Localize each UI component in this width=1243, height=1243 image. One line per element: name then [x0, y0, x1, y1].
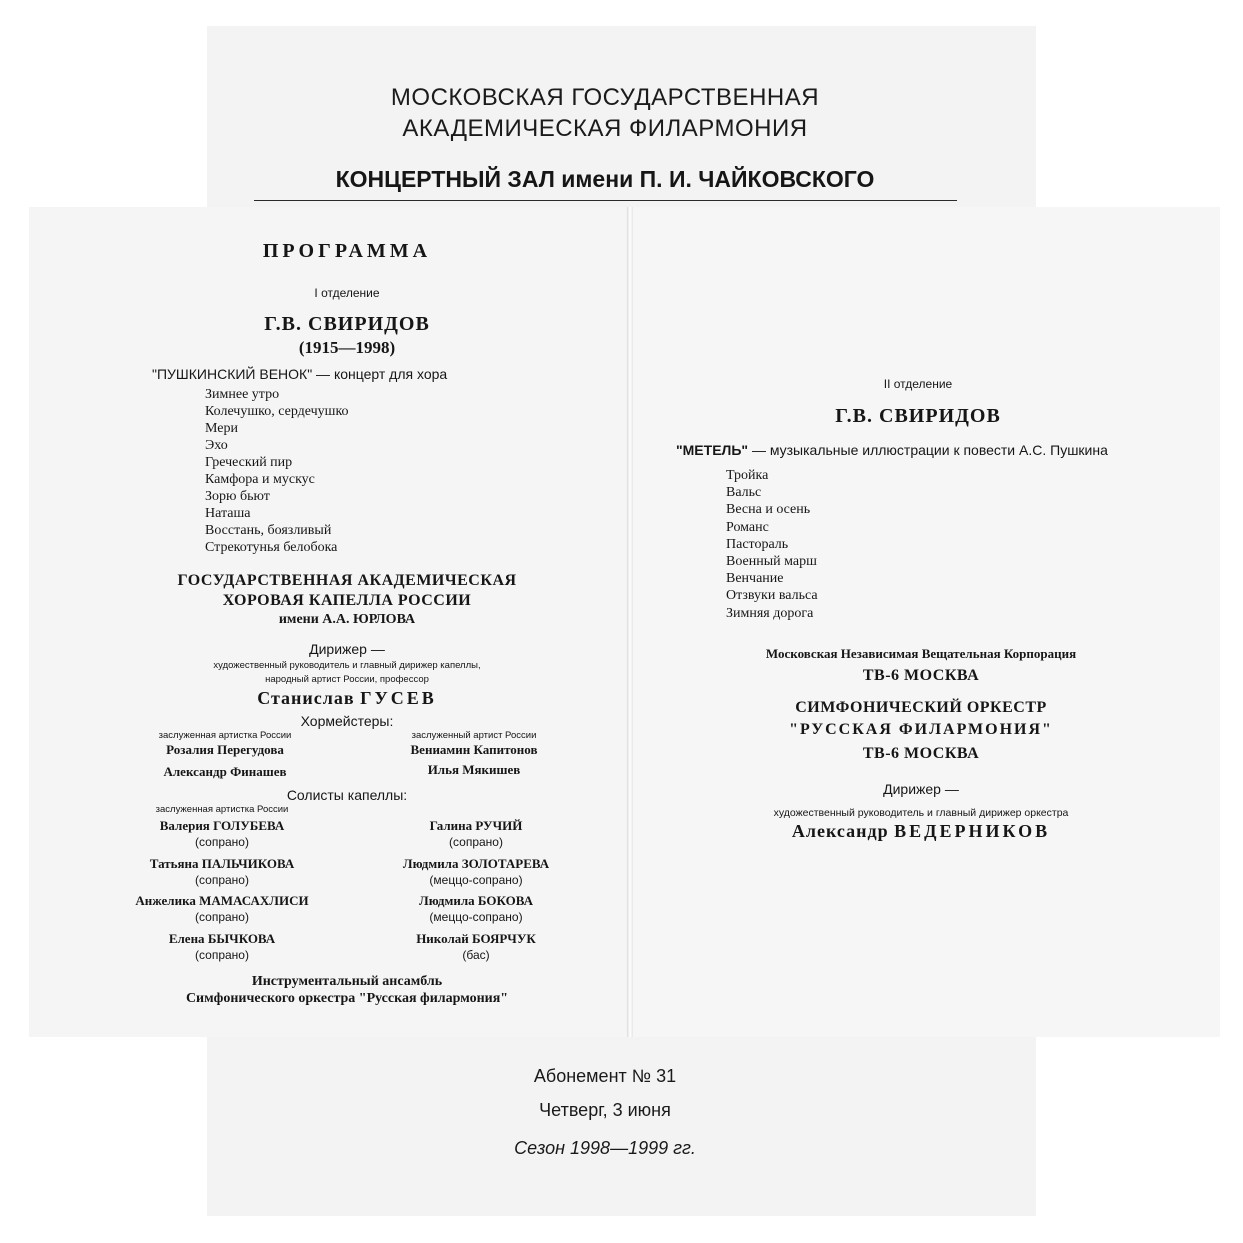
header-rule: [254, 200, 957, 201]
conductor-title-line2: народный артист России, профессор: [265, 674, 429, 685]
soloist-first-name: Анжелика: [135, 893, 200, 908]
soloist-voice: (сопрано): [195, 947, 249, 962]
choirmaster-title-right: заслуженный артист России: [411, 730, 537, 741]
choir-name-line3: имени А.А. ЮРЛОВА: [278, 612, 416, 627]
movement-item: Военный марш: [726, 554, 817, 569]
soloist-name: [416, 931, 536, 947]
soloist-first-name: Людмила: [419, 893, 478, 908]
soloist-last-name: БОКОВА: [477, 893, 533, 908]
soloist-first-name: Галина: [429, 818, 476, 833]
soloist-voice: (бас): [462, 947, 490, 962]
movement-item: Зорю бьют: [205, 489, 270, 504]
soloist-name: [135, 893, 308, 909]
choirmaster-name: Вениамин Капитонов: [410, 742, 538, 757]
soloist-last-name: ПАЛЬЧИКОВА: [201, 855, 295, 871]
movement-item: Отзвуки вальса: [726, 588, 818, 604]
hall-name: КОНЦЕРТНЫЙ ЗАЛ имени П. И. ЧАЙКОВСКОГО: [335, 166, 875, 192]
soloist-name: [150, 856, 294, 872]
soloist-name: [430, 818, 523, 834]
soloist-first-name: Людмила: [402, 855, 462, 871]
program-title: ПРОГРАММА: [262, 240, 432, 262]
soloist-first-name: Татьяна: [149, 855, 202, 871]
concert-date: Четверг, 3 июня: [539, 1100, 671, 1120]
subscription-number: Абонемент № 31: [533, 1066, 677, 1086]
broadcaster-name: Московская Независимая Вещательная Корпорация: [765, 646, 1077, 661]
choirmaster-title-left: заслуженная артистка России: [158, 730, 292, 741]
movement-item: Камфора и мускус: [205, 472, 315, 487]
soloist-title: заслуженная артистка России: [155, 804, 289, 815]
instrumental-ensemble-line1: Инструментальный ансамбль: [251, 974, 443, 989]
concert-season: Сезон 1998—1999 гг.: [514, 1138, 696, 1158]
composer-name-2: Г.В. СВИРИДОВ: [835, 405, 1001, 427]
soloist-voice: (меццо-сопрано): [429, 872, 523, 887]
part-one-label: I отделение: [314, 286, 380, 300]
movement-item: Восстань, боязливый: [205, 523, 332, 538]
movement-item: Пастораль: [726, 536, 789, 552]
soloist-name: [419, 893, 533, 909]
soloist-voice: (меццо-сопрано): [429, 910, 523, 924]
movement-item: Венчание: [726, 571, 784, 587]
movement-item: Эхо: [205, 438, 228, 453]
soloist-last-name: МАМАСАХЛИСИ: [199, 893, 309, 908]
soloist-last-name: БЫЧКОВА: [207, 930, 276, 946]
soloist-last-name: ГОЛУБЕВА: [213, 818, 285, 833]
movement-item: Вальс: [726, 485, 762, 501]
org-name-line1: МОСКОВСКАЯ ГОСУДАРСТВЕННАЯ: [390, 84, 820, 111]
choirmasters-label: Хормейстеры:: [300, 713, 394, 729]
conductor-first-name-2: Александр: [791, 821, 895, 841]
conductor-last-name-2: ВЕДЕРНИКОВ: [894, 821, 1051, 841]
conductor-name-2: [792, 821, 1050, 842]
soloist-first-name: Николай: [416, 930, 472, 946]
movement-item: Романс: [726, 519, 769, 535]
soloist-name: [169, 931, 275, 947]
soloist-first-name: Елена: [168, 930, 208, 946]
choirmaster-name: Александр Финашев: [163, 764, 287, 779]
instrumental-ensemble-line2: Симфонического оркестра "Русская филармония": [185, 991, 509, 1006]
soloist-name: [160, 818, 285, 834]
soloist-last-name: РУЧИЙ: [475, 818, 523, 833]
choirmaster-name: Илья Мякишев: [427, 762, 521, 777]
movement-item: Колечушко, сердечушко: [205, 404, 349, 419]
conductor-label-2: Дирижер —: [883, 781, 959, 797]
orchestra-name-line1: СИМФОНИЧЕСКИЙ ОРКЕСТР: [795, 699, 1047, 716]
conductor-last-name: ГУСЕВ: [360, 688, 437, 708]
movement-item: Зимняя дорога: [726, 605, 814, 621]
composer-years: (1915—1998): [298, 338, 396, 357]
work-title: "ПУШКИНСКИЙ ВЕНОК": [152, 366, 313, 382]
conductor-name: [257, 688, 437, 709]
movement-item: Весна и осень: [726, 502, 811, 518]
conductor-label: Дирижер —: [309, 641, 385, 657]
soloist-voice: (сопрано): [449, 835, 503, 849]
org-name-line2: АКАДЕМИЧЕСКАЯ ФИЛАРМОНИЯ: [402, 115, 808, 142]
soloist-name: [403, 856, 549, 872]
tv-channel-2: ТВ-6 МОСКВА: [862, 745, 980, 762]
part-two-label: II отделение: [883, 377, 953, 391]
program-right-page: [633, 207, 1220, 1037]
conductor-title-line1: художественный руководитель и главный дирижер капеллы,: [213, 660, 481, 671]
soloist-last-name: ЗОЛОТАРЕВА: [461, 855, 550, 871]
work-title-left: [152, 366, 447, 382]
work-title-2: "МЕТЕЛЬ": [676, 442, 749, 458]
movement-item: Стрекотунья белобока: [205, 540, 338, 555]
soloist-last-name: БОЯРЧУК: [471, 930, 536, 946]
orchestra-name-line2: "РУССКАЯ ФИЛАРМОНИЯ": [789, 721, 1053, 738]
choir-name-line1: ГОСУДАРСТВЕННАЯ АКАДЕМИЧЕСКАЯ: [177, 572, 517, 589]
work-title-right: [676, 442, 1108, 458]
movement-item: Мери: [205, 421, 238, 436]
movement-item: Греческий пир: [205, 455, 293, 470]
work-description-2: — музыкальные иллюстрации к повести А.С. Пушкина: [748, 442, 1108, 458]
conductor-title-2: художественный руководитель и главный дирижер оркестра: [773, 807, 1069, 819]
choirmaster-name: Розалия Перегудова: [166, 742, 284, 757]
tv-channel-1: ТВ-6 МОСКВА: [862, 667, 980, 684]
soloists-label: Солисты капеллы:: [286, 787, 408, 803]
movement-item: Тройка: [726, 468, 769, 483]
soloist-voice: (сопрано): [195, 872, 249, 887]
soloist-voice: (сопрано): [195, 910, 249, 924]
movement-item: Зимнее утро: [205, 387, 280, 402]
soloist-first-name: Валерия: [159, 818, 214, 833]
movement-item: Наташа: [205, 506, 251, 521]
work-description: — концерт для хора: [312, 366, 448, 382]
composer-name: Г.В. СВИРИДОВ: [264, 313, 430, 335]
conductor-first-name: Станислав: [257, 688, 361, 708]
choir-name-line2: ХОРОВАЯ КАПЕЛЛА РОССИИ: [222, 592, 472, 609]
page-fold: [627, 207, 633, 1037]
soloist-voice: (сопрано): [195, 835, 249, 849]
